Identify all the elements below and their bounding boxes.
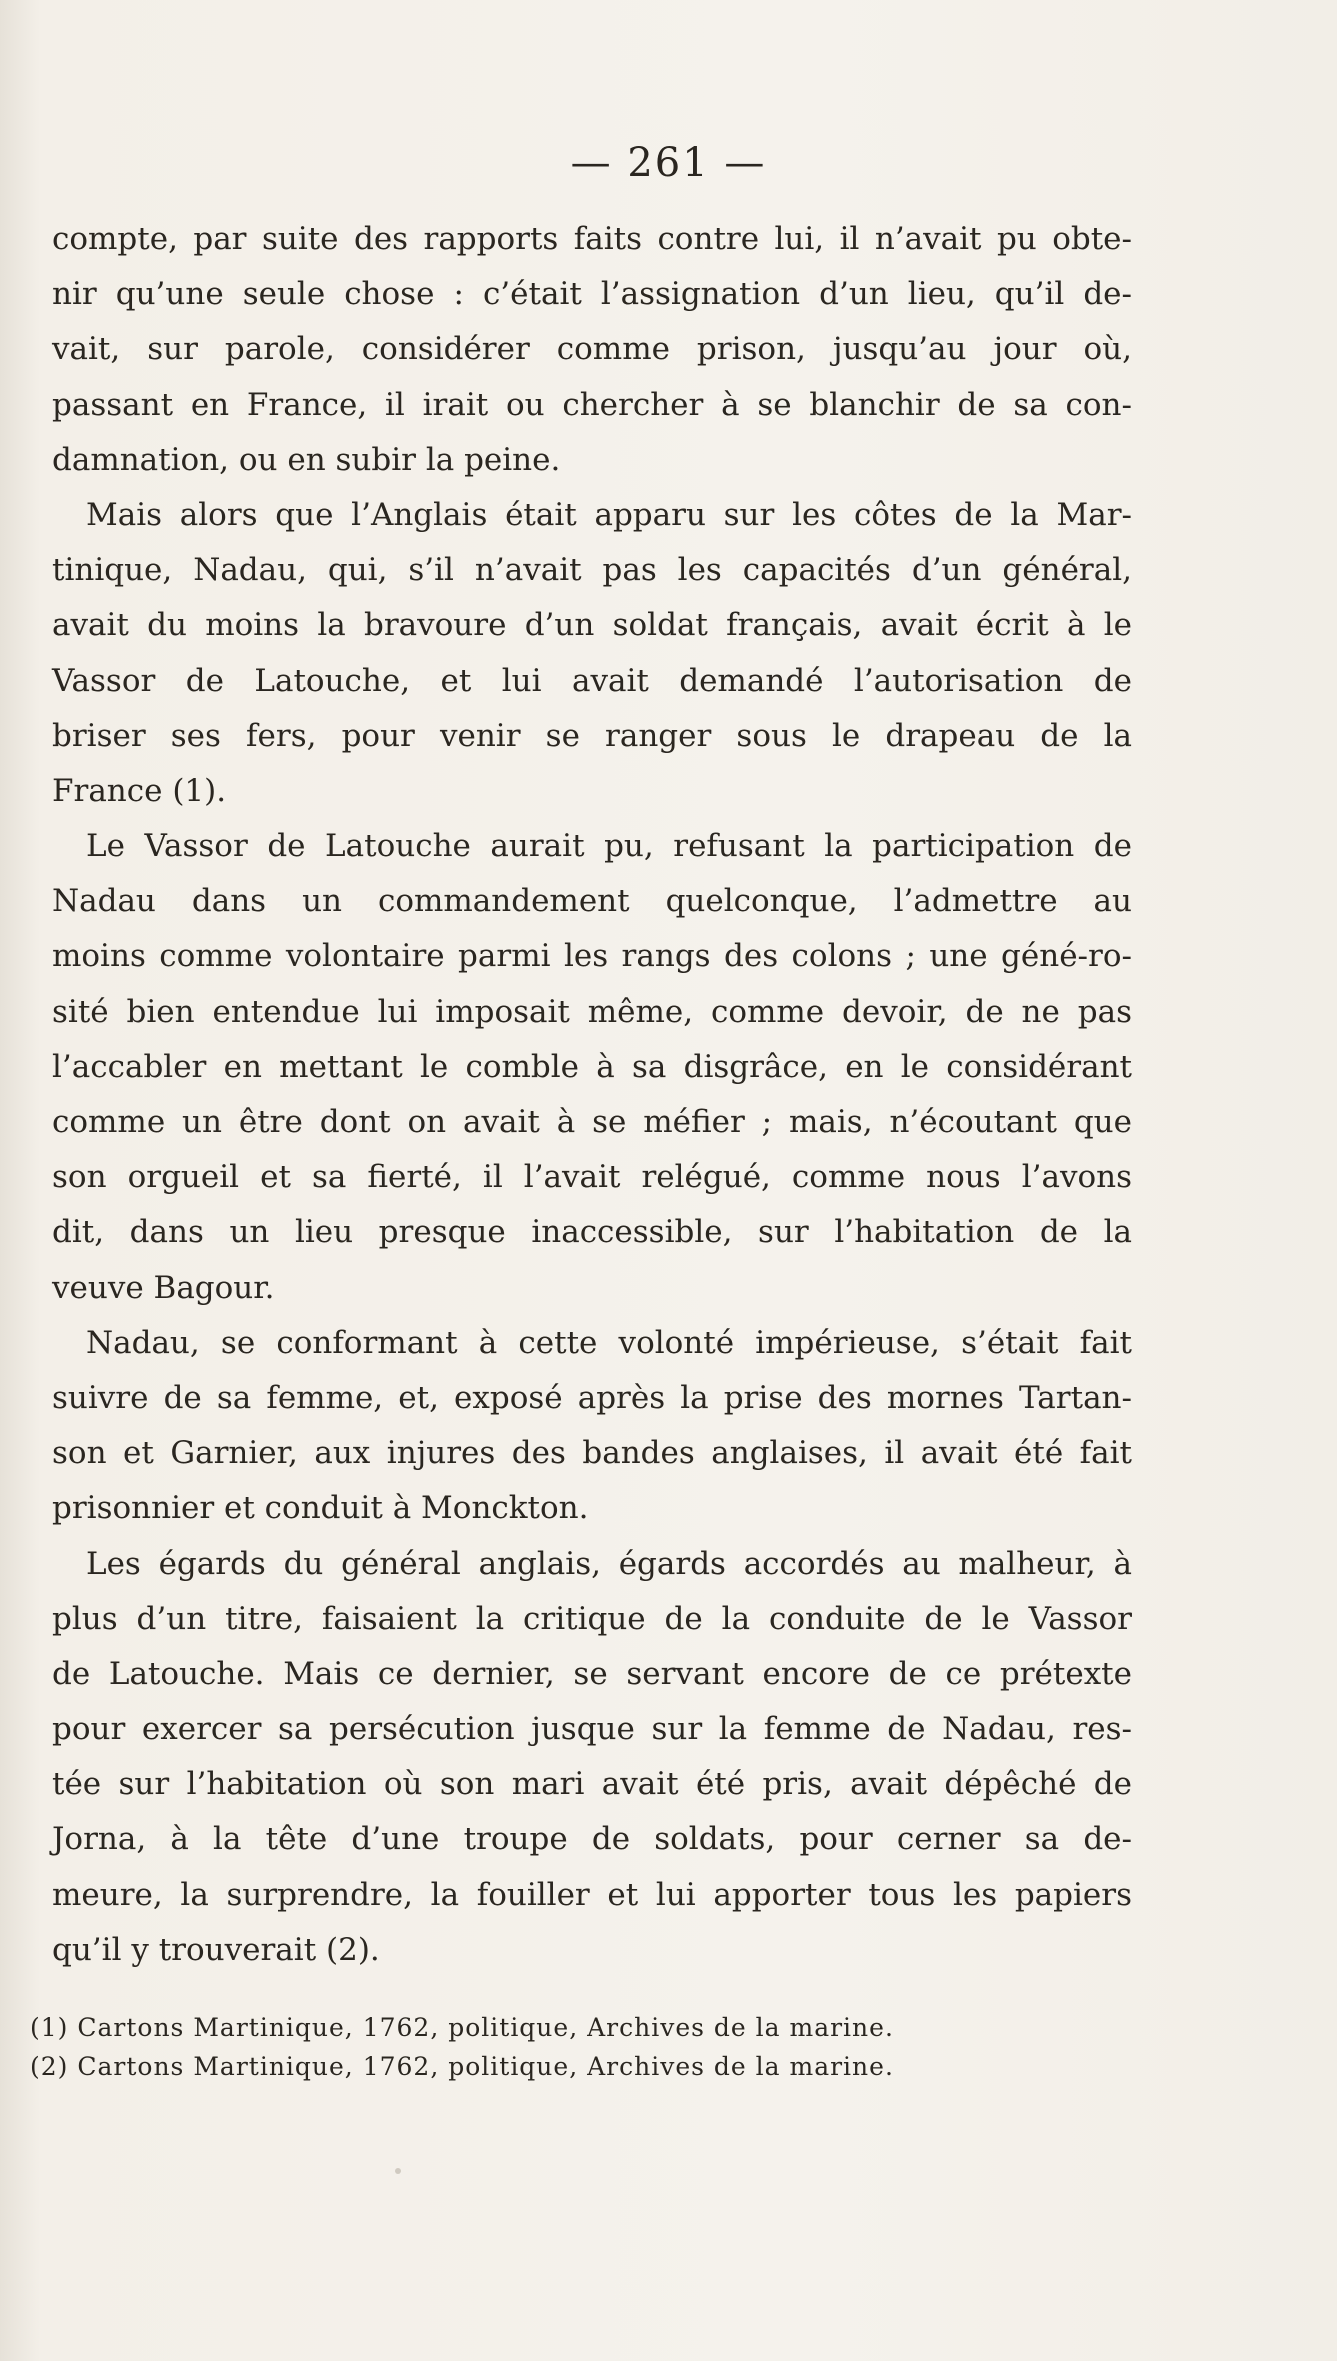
text-line: son orgueil et sa fierté, il l’avait relégué, comme nous l’avons — [52, 1159, 1132, 1196]
text-line: comme un être dont on avait à se méfier ; mais, n’écoutant que — [52, 1104, 1132, 1140]
text-line: tée sur l’habitation où son mari avait été pris, avait dépêché de — [52, 1766, 1132, 1803]
text-line: tinique, Nadau, qui, s’il n’avait pas les capacités d’un général, — [52, 552, 1132, 589]
text-line: Jorna, à la tête d’une troupe de soldats, pour cerner sa de- — [52, 1821, 1132, 1858]
text-line: avait du moins la bravoure d’un soldat français, avait écrit à le — [52, 607, 1132, 644]
page-number: — 261 — — [570, 140, 767, 186]
text-line: Vassor de Latouche, et lui avait demandé l’autorisation de — [52, 662, 1132, 699]
text-line: France (1). — [52, 772, 227, 809]
text-line: Mais alors que l’Anglais était apparu sur les côtes de la Mar- — [86, 496, 1132, 533]
text-line: suivre de sa femme, et, exposé après la prise des mornes Tartan- — [52, 1379, 1132, 1416]
text-line: Le Vassor de Latouche aurait pu, refusant la participation de — [86, 828, 1132, 865]
text-line: qu’il y trouverait (2). — [52, 1931, 380, 1968]
text-line: son et Garnier, aux injures des bandes anglaises, il avait été fait — [52, 1435, 1132, 1472]
text-line: meure, la surprendre, la fouiller et lui apporter tous les papiers — [52, 1876, 1132, 1913]
text-line: l’accabler en mettant le comble à sa disgrâce, en le considérant — [52, 1048, 1132, 1085]
text-line: Nadau dans un commandement quelconque, l’admettre au — [52, 883, 1132, 920]
text-line: de Latouche. Mais ce dernier, se servant encore de ce prétexte — [52, 1655, 1132, 1692]
text-line: damnation, ou en subir la peine. — [52, 441, 561, 478]
text-line: pour exercer sa persécution jusque sur la femme de Nadau, res- — [52, 1711, 1132, 1748]
text-line: nir qu’une seule chose : c’était l’assignation d’un lieu, qu’il de- — [52, 276, 1132, 313]
text-line: compte, par suite des rapports faits contre lui, il n’avait pu obte- — [52, 221, 1132, 257]
text-line: vait, sur parole, considérer comme prison, jusqu’au jour où, — [52, 331, 1132, 368]
text-line: passant en France, il irait ou chercher à se blanchir de sa con- — [52, 386, 1132, 423]
text-line: prisonnier et conduit à Monckton. — [52, 1490, 589, 1527]
text-line: plus d’un titre, faisaient la critique de la conduite de le Vassor — [52, 1600, 1132, 1637]
footnote: (2) Cartons Martinique, 1762, politique, Archives de la marine. — [30, 2052, 894, 2081]
text-line: Les égards du général anglais, égards accordés au malheur, à — [86, 1545, 1132, 1582]
footnotes — [30, 2008, 1030, 2086]
text-line: Nadau, se conformant à cette volonté impérieuse, s’était fait — [86, 1324, 1132, 1361]
paper-speck — [395, 2168, 401, 2174]
text-line: veuve Bagour. — [52, 1269, 275, 1306]
text-line: moins comme volontaire parmi les rangs des colons ; une géné-ro- — [52, 938, 1132, 975]
text-line: briser ses fers, pour venir se ranger sous le drapeau de la — [52, 717, 1132, 754]
footnote: (1) Cartons Martinique, 1762, politique, Archives de la marine. — [30, 2013, 894, 2042]
text-line: dit, dans un lieu presque inaccessible, sur l’habitation de la — [52, 1214, 1132, 1251]
body-text — [52, 212, 1132, 1978]
text-line: sité bien entendue lui imposait même, comme devoir, de ne pas — [52, 993, 1132, 1030]
